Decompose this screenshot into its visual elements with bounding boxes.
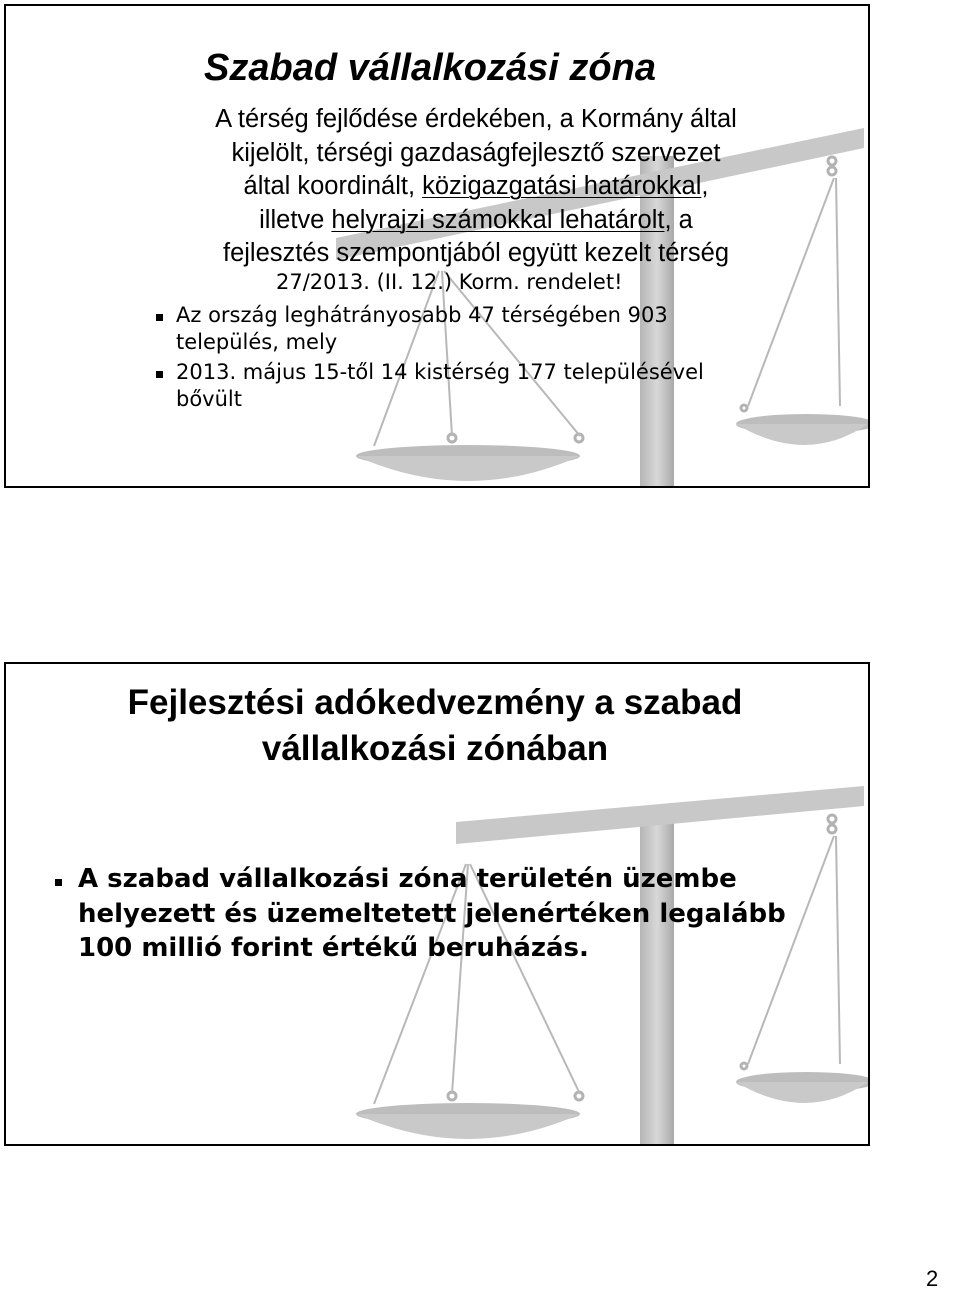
bullet-square-icon — [156, 371, 163, 378]
definition-line: A térség fejlődése érdekében, a Kormány által — [215, 105, 737, 133]
text-fragment: által koordinált, — [243, 172, 423, 200]
underlined-term: helyrajzi számokkal lehatárolt — [331, 205, 665, 234]
bullet-line: település, mely — [176, 330, 338, 354]
bullet-item — [176, 302, 668, 356]
bullet-line: 100 millió forint értékű beruházás. — [78, 933, 589, 963]
text-fragment: illetve — [259, 205, 332, 234]
bullet-square-icon — [156, 314, 163, 321]
text-fragment: , a — [664, 205, 693, 234]
bullet-item — [176, 359, 704, 413]
slide-title: Szabad vállalkozási zóna — [204, 47, 656, 89]
bullet-line: 2013. május 15-től 14 kistérség 177 településével — [176, 360, 704, 384]
bullet-line: bővült — [176, 387, 242, 411]
underlined-term: közigazgatási határokkal — [422, 172, 702, 200]
page-number: 2 — [926, 1266, 939, 1291]
bullet-line: helyezett és üzemeltetett jelenértéken legalább — [78, 898, 786, 929]
definition-line: kijelölt, térségi gazdaságfejlesztő szervezet — [231, 138, 721, 167]
decree-reference: 27/2013. (II. 12.) Korm. rendelet! — [276, 270, 623, 294]
bullet-line: A szabad vállalkozási zóna területén üzembe — [78, 864, 737, 894]
definition-paragraph — [166, 103, 786, 271]
bullet-square-icon — [55, 879, 62, 886]
slide-1 — [4, 4, 870, 488]
bullet-item — [78, 862, 786, 966]
title-line: Fejlesztési adókedvezmény a szabad — [127, 683, 743, 722]
definition-line — [166, 204, 786, 238]
bullet-line: Az ország leghátrányosabb 47 térségében 903 — [176, 303, 668, 327]
slide-title — [0, 680, 870, 772]
definition-line: fejlesztés szempontjából együtt kezelt térség — [222, 239, 729, 267]
text-fragment: , — [701, 172, 709, 200]
title-line: vállalkozási zónában — [261, 729, 609, 768]
definition-line — [166, 170, 786, 204]
